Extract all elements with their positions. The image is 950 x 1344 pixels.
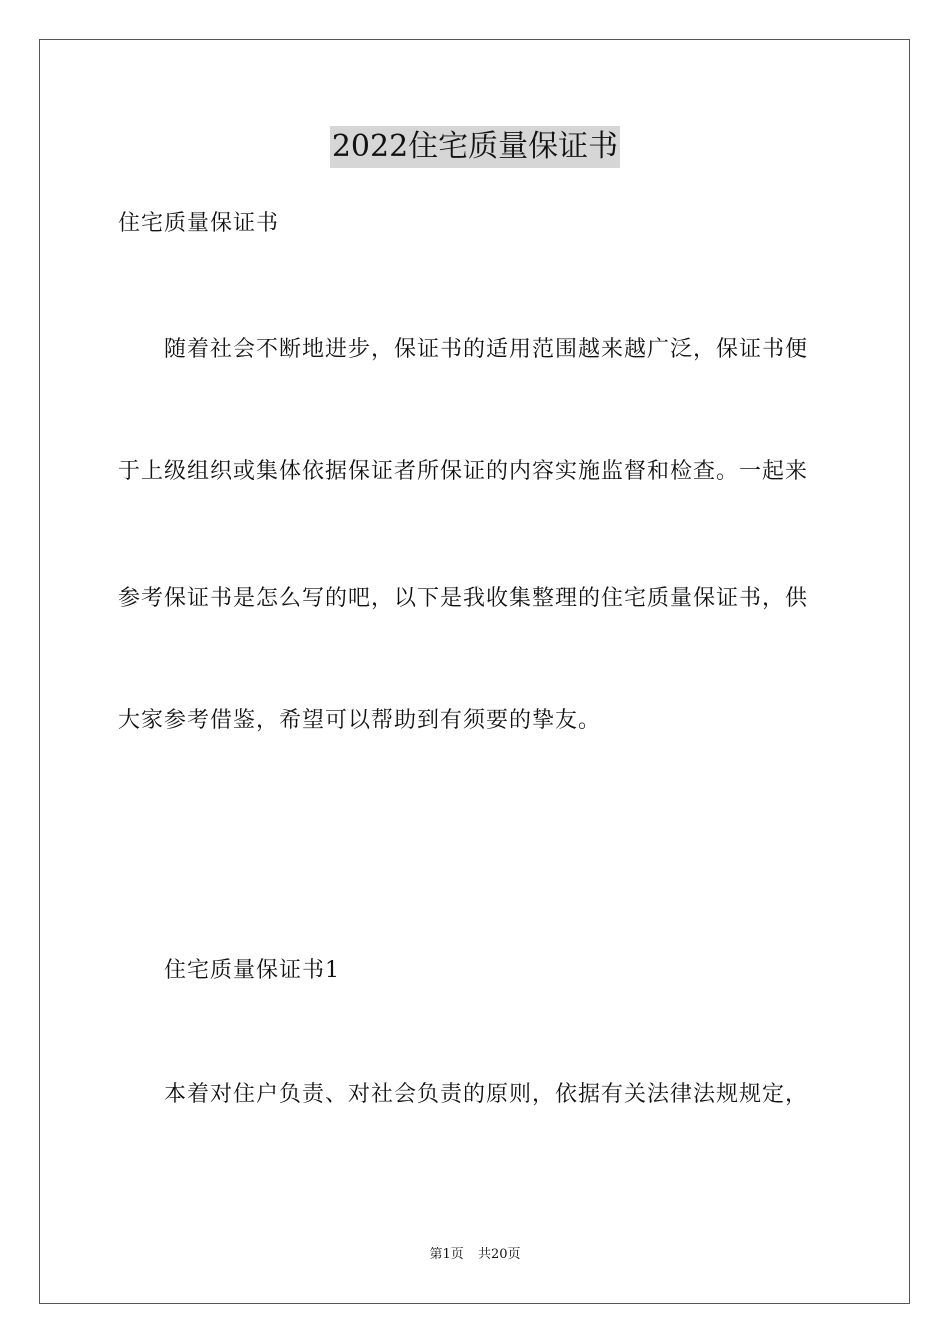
- intro-line-4: 大家参考借鉴，希望可以帮助到有须要的挚友。: [118, 708, 602, 733]
- intro-line-3: 参考保证书是怎么写的吧，以下是我收集整理的住宅质量保证书，供: [118, 586, 809, 611]
- section-heading: 住宅质量保证书1: [164, 958, 340, 983]
- intro-line-1: 随着社会不断地进步，保证书的适用范围越来越广泛，保证书便: [164, 337, 809, 362]
- document-subtitle: 住宅质量保证书: [118, 211, 280, 236]
- page-number-total: 共20页: [477, 1247, 521, 1262]
- page-footer: [0, 1246, 950, 1264]
- title-container: [0, 126, 950, 168]
- intro-line-2: 于上级组织或集体依据保证者所保证的内容实施监督和检查。一起来: [118, 459, 809, 484]
- section-line-1: 本着对住户负责、对社会负责的原则，依据有关法律法规规定，: [164, 1082, 809, 1107]
- page-number-current: 第1页: [429, 1247, 464, 1262]
- document-title: 2022住宅质量保证书: [330, 126, 620, 168]
